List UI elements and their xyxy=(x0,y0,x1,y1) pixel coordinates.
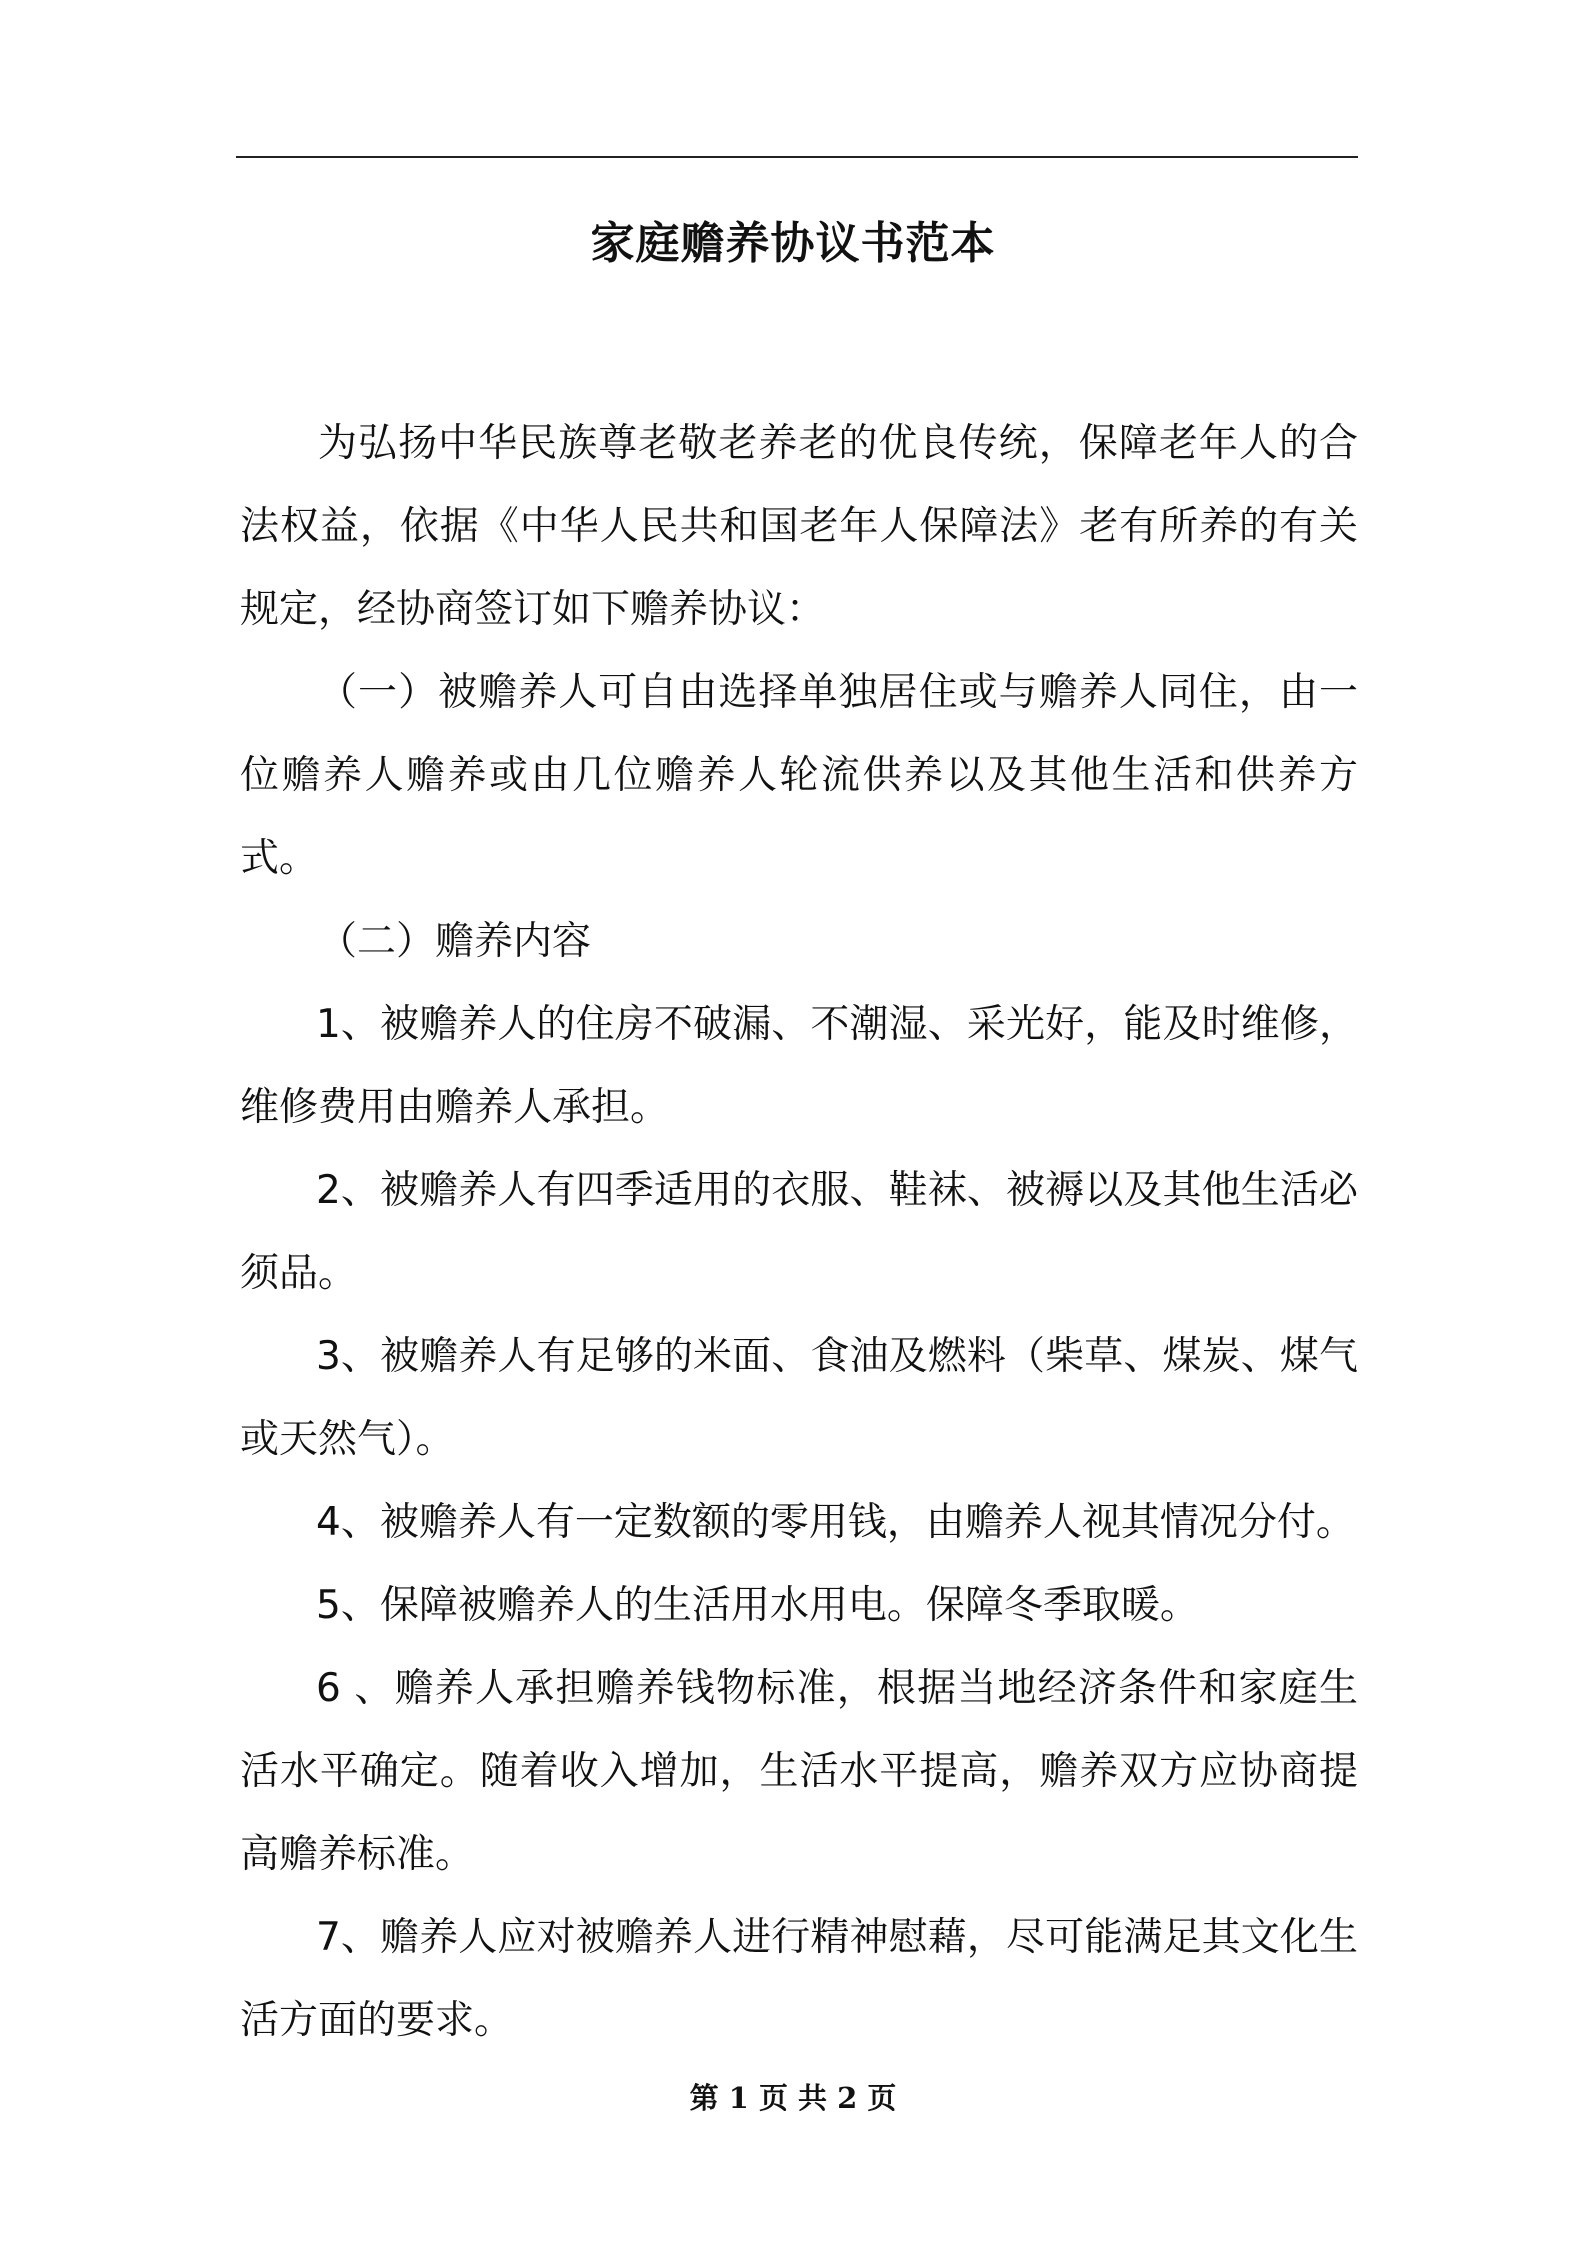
list-item: 6 、赡养人承担赡养钱物标准，根据当地经济条件和家庭生活水平确定。随着收入增加，生活水平提高，赡养双方应协商提高赡养标准。 xyxy=(240,1666,1358,1877)
clause-two-heading: （二）赡养内容 xyxy=(318,919,592,964)
list-item: 2、被赡养人有四季适用的衣服、鞋袜、被褥以及其他生活必须品。 xyxy=(240,1168,1358,1296)
page-number: 第 1 页 共 2 页 xyxy=(689,2081,897,2115)
header-rule xyxy=(236,156,1358,158)
document-body xyxy=(240,402,1358,2062)
clause-one-paragraph: （一）被赡养人可自由选择单独居住或与赡养人同住，由一位赡养人赡养或由几位赡养人轮流供养以及其他生活和供养方式。 xyxy=(240,670,1358,881)
list-item: 7、赡养人应对被赡养人进行精神慰藉，尽可能满足其文化生活方面的要求。 xyxy=(240,1915,1358,2043)
list-item: 4、被赡养人有一定数额的零用钱，由赡养人视其情况分付。 xyxy=(316,1500,1355,1545)
document-title: 家庭赡养协议书范本 xyxy=(590,218,996,269)
list-item: 3、被赡养人有足够的米面、食油及燃料（柴草、煤炭、煤气或天然气）。 xyxy=(240,1334,1358,1462)
list-item: 1、被赡养人的住房不破漏、不潮湿、采光好，能及时维修，维修费用由赡养人承担。 xyxy=(240,1002,1358,1130)
list-item: 5、保障被赡养人的生活用水用电。保障冬季取暖。 xyxy=(316,1583,1199,1628)
intro-paragraph: 为弘扬中华民族尊老敬老养老的优良传统，保障老年人的合法权益，依据《中华人民共和国老年人保障法》老有所养的有关规定，经协商签订如下赡养协议： xyxy=(240,421,1358,632)
